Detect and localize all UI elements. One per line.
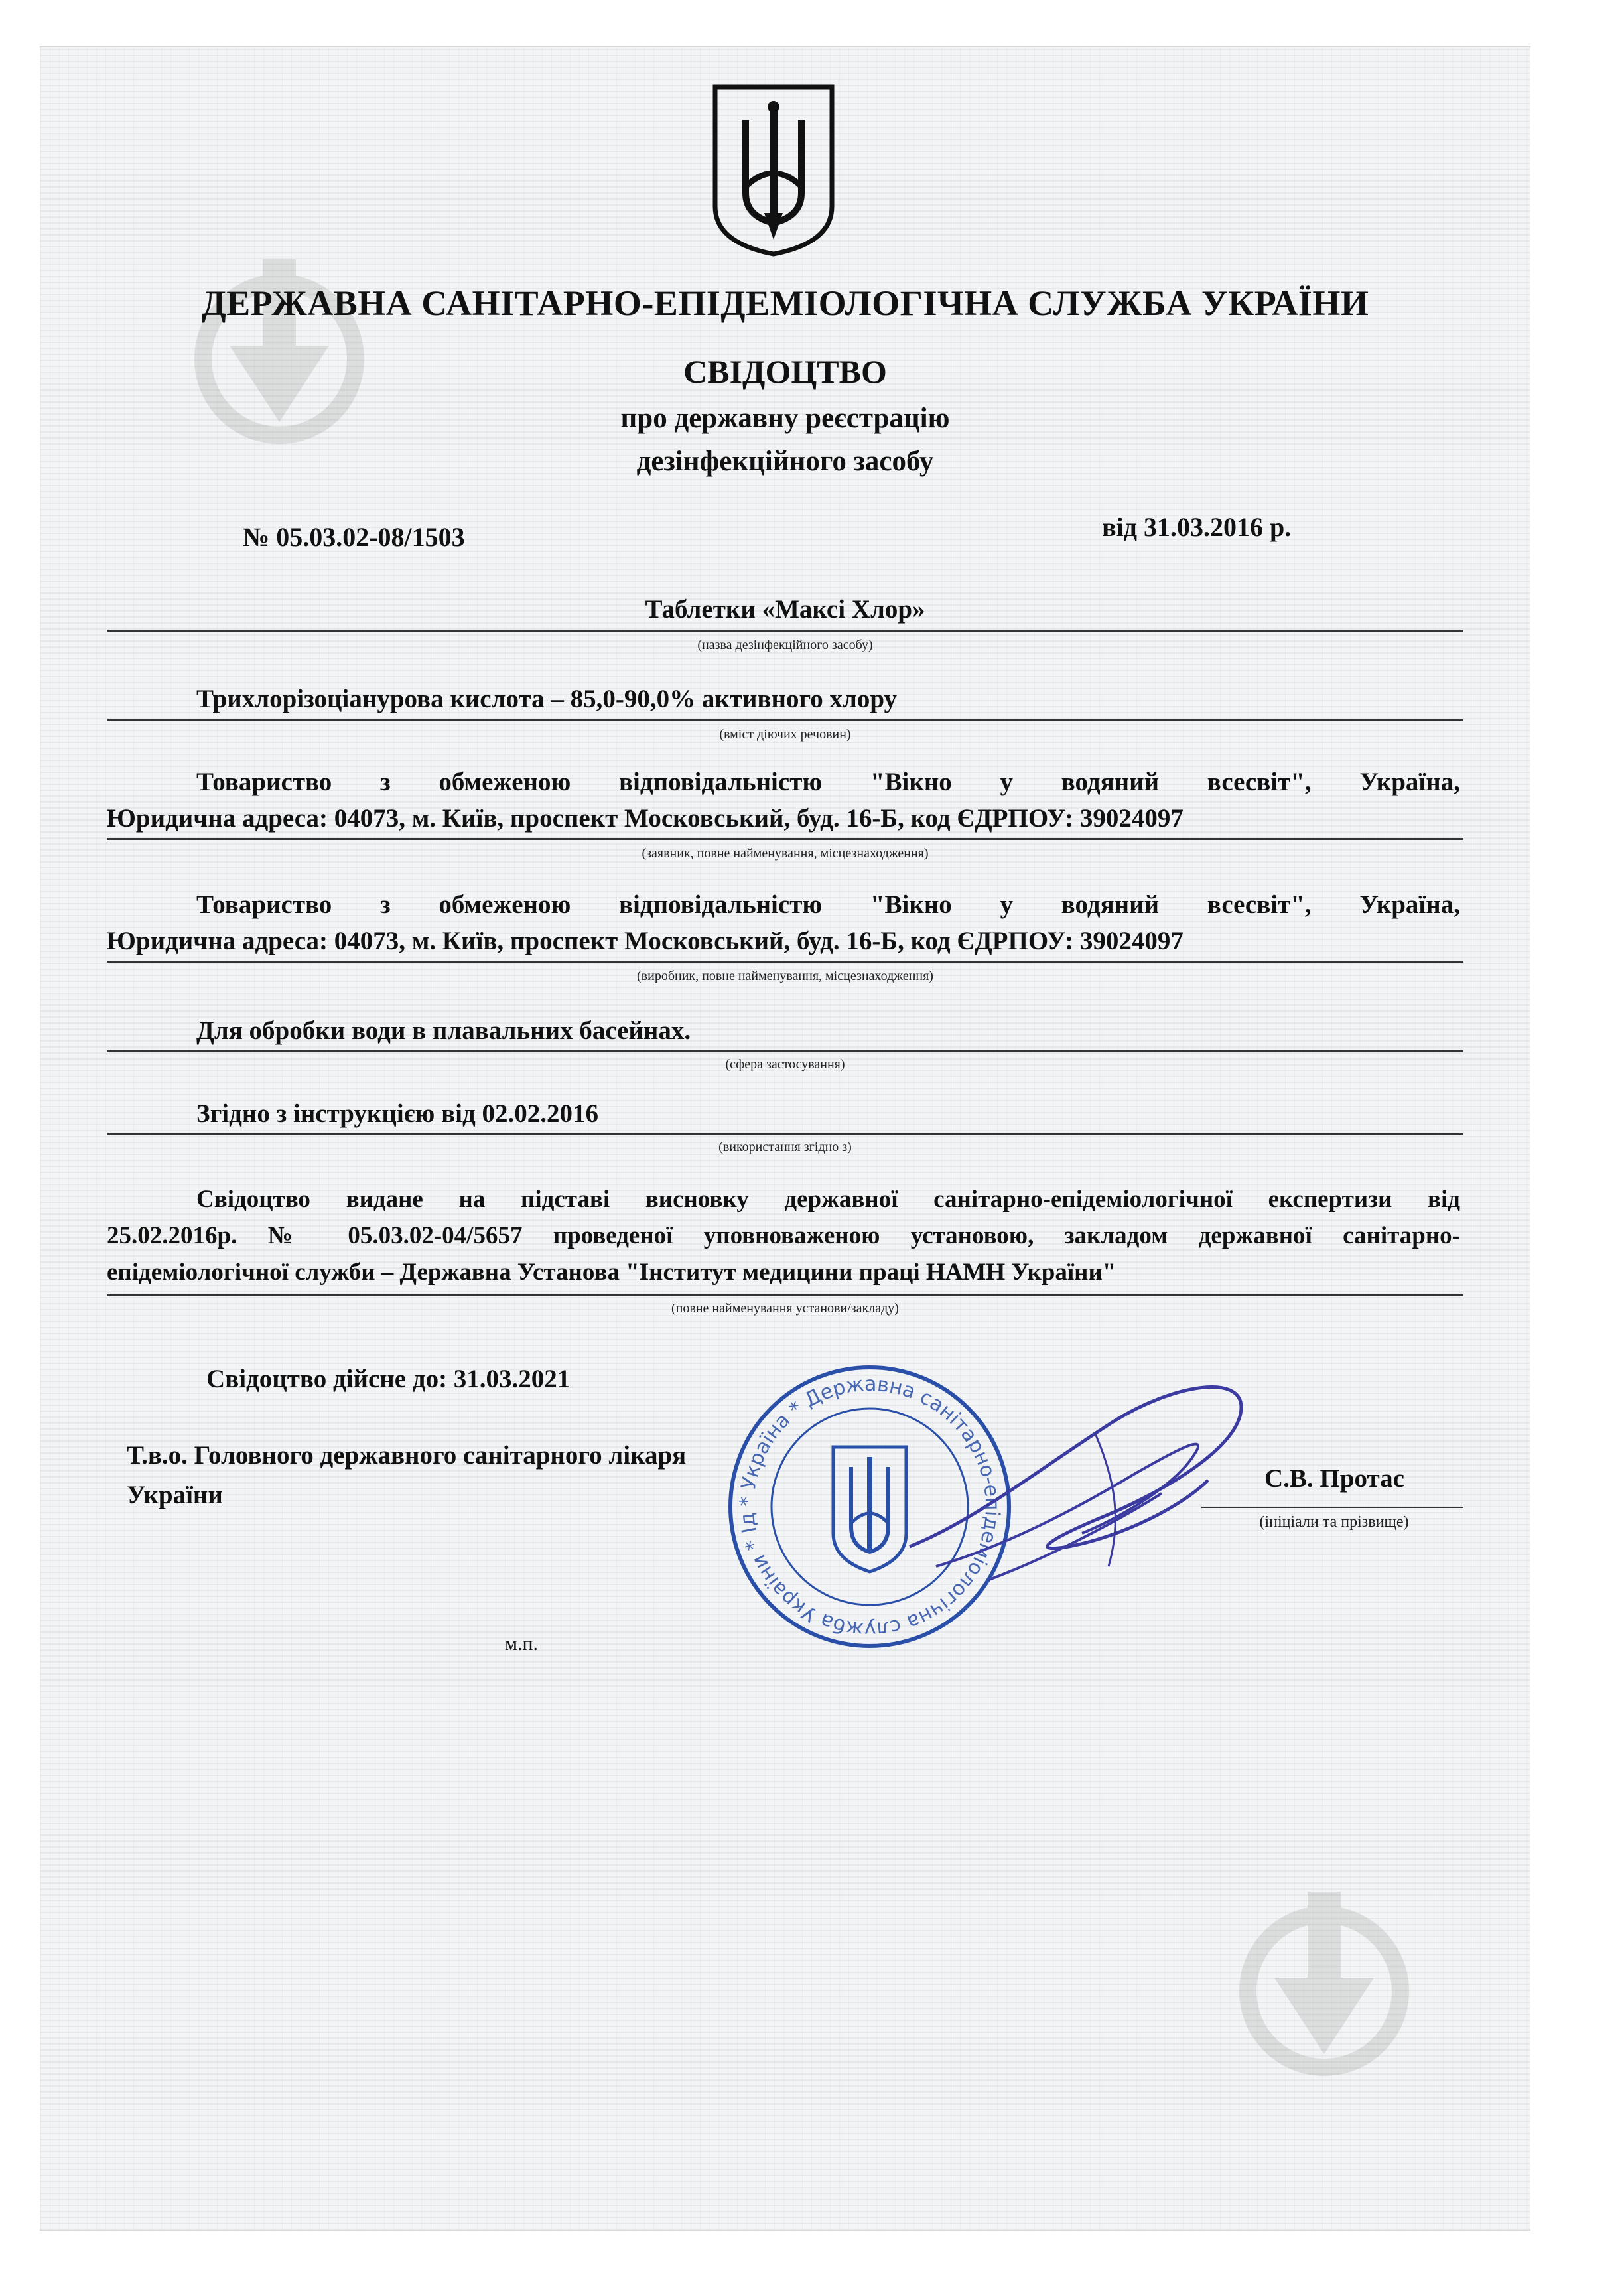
certificate-date: від 31.03.2016 р. [1102,512,1292,542]
usage-according-to: Згідно з інструкцією від 02.02.2016 [196,1099,598,1128]
basis-line-1: Свідоцтво видане на підставі висновку державної санітарно-епідеміологічної експертизи від [196,1186,1460,1213]
service-heading: ДЕРЖАВНА САНІТАРНО-ЕПІДЕМІОЛОГІЧНА СЛУЖБА УКРАЇНИ [201,283,1369,323]
trident-coat-of-arms-icon [707,80,840,259]
certificate-number: № 05.03.02-08/1503 [243,522,465,552]
document-subtitle: про державну реєстрацію [620,403,950,434]
basis-line-3: епідеміологічної служби – Державна Установа "Інститут медицини праці НАМН України" [107,1259,1116,1286]
scope-of-use: Для обробки води в плавальних басейнах. [196,1016,691,1045]
watermark-download-icon [1238,1885,1410,2084]
manufacturer-underline [107,961,1463,963]
applicant-line-2: Юридична адреса: 04073, м. Київ, проспект Московський, буд. 16-Б, код ЄДРПОУ: 39024097 [107,804,1184,833]
manufacturer-line-1: Товариство з обмеженою відповідальністю "Вікно у водяний всесвіт", Україна, [196,890,1460,919]
applicant-underline [107,838,1463,840]
usage-caption: (використання згідно з) [718,1140,852,1154]
basis-caption: (повне найменування установи/закладу) [671,1301,899,1316]
signatory-position-2: України [127,1481,223,1509]
manufacturer-caption: (виробник, повне найменування, місцезнаходження) [637,969,933,983]
product-name: Таблетки «Максі Хлор» [645,595,925,624]
seal-trident-icon [833,1447,906,1572]
document-subtitle-2: дезінфекційного засобу [636,446,934,477]
scope-caption: (сфера застосування) [725,1057,845,1071]
seal-text: * Україна * Державна санітарно-епідеміологічна служба України * Ід [735,1372,1004,1641]
applicant-caption: (заявник, повне найменування, місцезнаходження) [642,846,929,861]
usage-underline [107,1133,1463,1135]
scope-underline [107,1050,1463,1052]
stamp-place-mark: м.п. [505,1633,539,1655]
active-substances: Трихлорізоціанурова кислота – 85,0-90,0% активного хлору [196,685,898,713]
substances-underline [107,719,1463,721]
certificate-sheet [40,46,1530,2231]
basis-underline [107,1294,1463,1296]
applicant-line-1: Товариство з обмеженою відповідальністю "Вікно у водяний всесвіт", Україна, [196,768,1460,796]
product-caption: (назва дезінфекційного засобу) [697,638,873,652]
validity-date: Свідоцтво дійсне до: 31.03.2021 [206,1365,571,1393]
signatory-caption: (ініціали та прізвище) [1259,1513,1409,1531]
basis-line-2: 25.02.2016р. № 05.03.02-04/5657 проведеної уповноваженою установою, закладом державної санітарно- [107,1222,1460,1249]
product-underline [107,630,1463,632]
manufacturer-line-2: Юридична адреса: 04073, м. Київ, проспект Московський, буд. 16-Б, код ЄДРПОУ: 39024097 [107,927,1184,955]
handwritten-signature [896,1347,1281,1613]
signatory-name: С.В. Протас [1264,1464,1404,1493]
substances-caption: (вміст діючих речовин) [719,727,851,742]
document-title: СВІДОЦТВО [683,353,887,390]
signatory-position: Т.в.о. Головного державного санітарного лікаря [127,1441,687,1470]
